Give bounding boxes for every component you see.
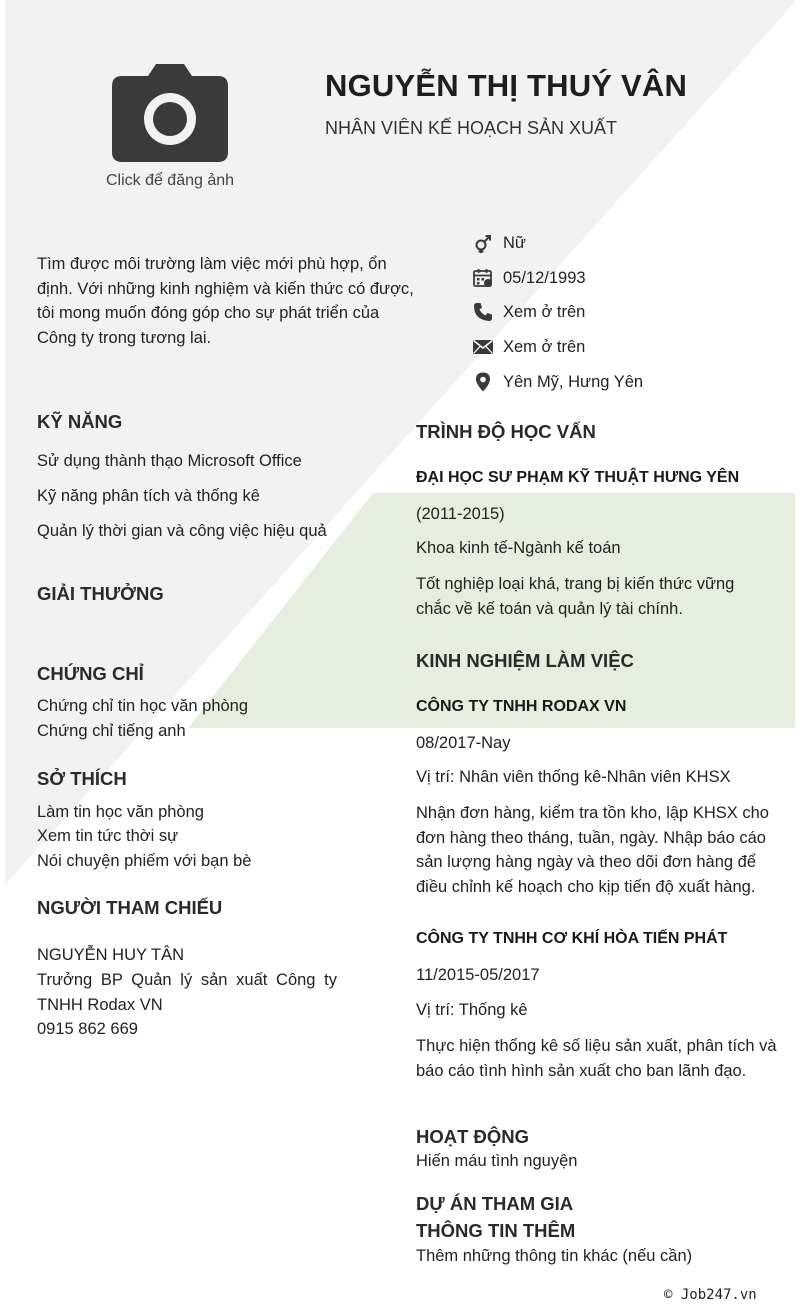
certificate-item: Chứng chỉ tin học văn phòng	[37, 697, 249, 715]
skill-item: Sử dụng thành thạo Microsoft Office	[37, 452, 302, 470]
calendar-icon	[473, 268, 493, 288]
references-heading: NGƯỜI THAM CHIẾU	[37, 897, 223, 918]
gender-icon	[473, 233, 493, 253]
photo-upload[interactable]	[73, 36, 267, 231]
camera-icon	[112, 62, 228, 162]
experience-heading: KINH NGHIỆM LÀM VIỆC	[416, 650, 634, 671]
info-phone-text: Xem ở trên	[503, 303, 586, 321]
education-description: Tốt nghiệp loại khá, trang bị kiến thức vững chắc về kế toán và quản lý tài chính.	[416, 575, 735, 618]
location-icon	[473, 372, 493, 392]
info-email-text: Xem ở trên	[503, 338, 586, 356]
email-icon	[473, 337, 493, 357]
activity-item: Hiến máu tình nguyện	[416, 1152, 578, 1170]
job-period: 08/2017-Nay	[416, 734, 511, 752]
info-birthday-text: 05/12/1993	[503, 269, 586, 287]
reference-phone: 0915 862 669	[37, 1020, 138, 1038]
awards-heading: GIẢI THƯỞNG	[37, 583, 164, 604]
info-address-text: Yên Mỹ, Hưng Yên	[503, 373, 644, 391]
job-company: CÔNG TY TNHH RODAX VN	[416, 698, 627, 715]
skill-item: Quản lý thời gian và công việc hiệu quả	[37, 522, 327, 540]
reference-position-cont: TNHH Rodax VN	[37, 996, 163, 1014]
job-description: Thực hiện thống kê số liệu sản xuất, phân tích và báo cáo tình hình sản xuất cho ban lãnh đạo.	[416, 1037, 777, 1080]
skill-item: Kỹ năng phân tích và thống kê	[37, 487, 260, 505]
hobbies-heading: SỞ THÍCH	[37, 768, 127, 789]
footer-copyright: © Job247.vn	[664, 1287, 757, 1303]
projects-heading: DỰ ÁN THAM GIA	[416, 1193, 574, 1214]
more-info-heading: THÔNG TIN THÊM	[416, 1220, 576, 1241]
candidate-role: NHÂN VIÊN KẾ HOẠCH SẢN XUẤT	[325, 118, 618, 138]
job-company: CÔNG TY TNHH CƠ KHÍ HÒA TIẾN PHÁT	[416, 930, 728, 947]
reference-name: NGUYỄN HUY TÂN	[37, 946, 185, 964]
career-objective: Tìm được môi trường làm việc mới phù hợp, ổn định. Với những kinh nghiệm và kiến thức có được, tôi mong muốn đóng góp cho sự phát triển của Công ty trong tương lai.	[37, 255, 414, 347]
photo-caption: Click để đăng ảnh	[105, 172, 235, 189]
education-school: ĐẠI HỌC SƯ PHẠM KỸ THUẬT HƯNG YÊN	[416, 469, 740, 486]
job-description: Nhận đơn hàng, kiểm tra tồn kho, lập KHSX cho đơn hàng theo tháng, tuần, ngày. Nhập báo cáo sản lượng hàng ngày và theo dõi đơn hàng để điều chỉnh kế hoạch cho kịp tiến độ xuất hàng.	[416, 804, 769, 897]
activities-heading: HOẠT ĐỘNG	[416, 1126, 530, 1147]
hobby-item: Xem tin tức thời sự	[37, 827, 179, 845]
education-heading: TRÌNH ĐỘ HỌC VẤN	[416, 421, 596, 442]
education-major: Khoa kinh tế-Ngành kế toán	[416, 539, 621, 557]
more-info-text: Thêm những thông tin khác (nếu cần)	[416, 1247, 693, 1265]
skills-heading: KỸ NĂNG	[37, 411, 123, 432]
job-period: 11/2015-05/2017	[416, 966, 540, 984]
job-position: Vị trí: Thống kê	[416, 1001, 528, 1019]
reference-position: Trưởng BP Quản lý sản xuất Công ty	[37, 971, 337, 989]
info-gender-text: Nữ	[503, 234, 526, 252]
certificate-item: Chứng chỉ tiếng anh	[37, 722, 186, 740]
hobby-item: Làm tin học văn phòng	[37, 803, 204, 821]
hobby-item: Nói chuyện phiếm với bạn bè	[37, 852, 252, 870]
education-period: (2011-2015)	[416, 505, 505, 523]
phone-icon	[473, 302, 493, 322]
job-position: Vị trí: Nhân viên thống kê-Nhân viên KHSX	[416, 768, 731, 786]
candidate-name: NGUYỄN THỊ THUÝ VÂN	[325, 68, 688, 103]
certificates-heading: CHỨNG CHỈ	[37, 663, 144, 684]
